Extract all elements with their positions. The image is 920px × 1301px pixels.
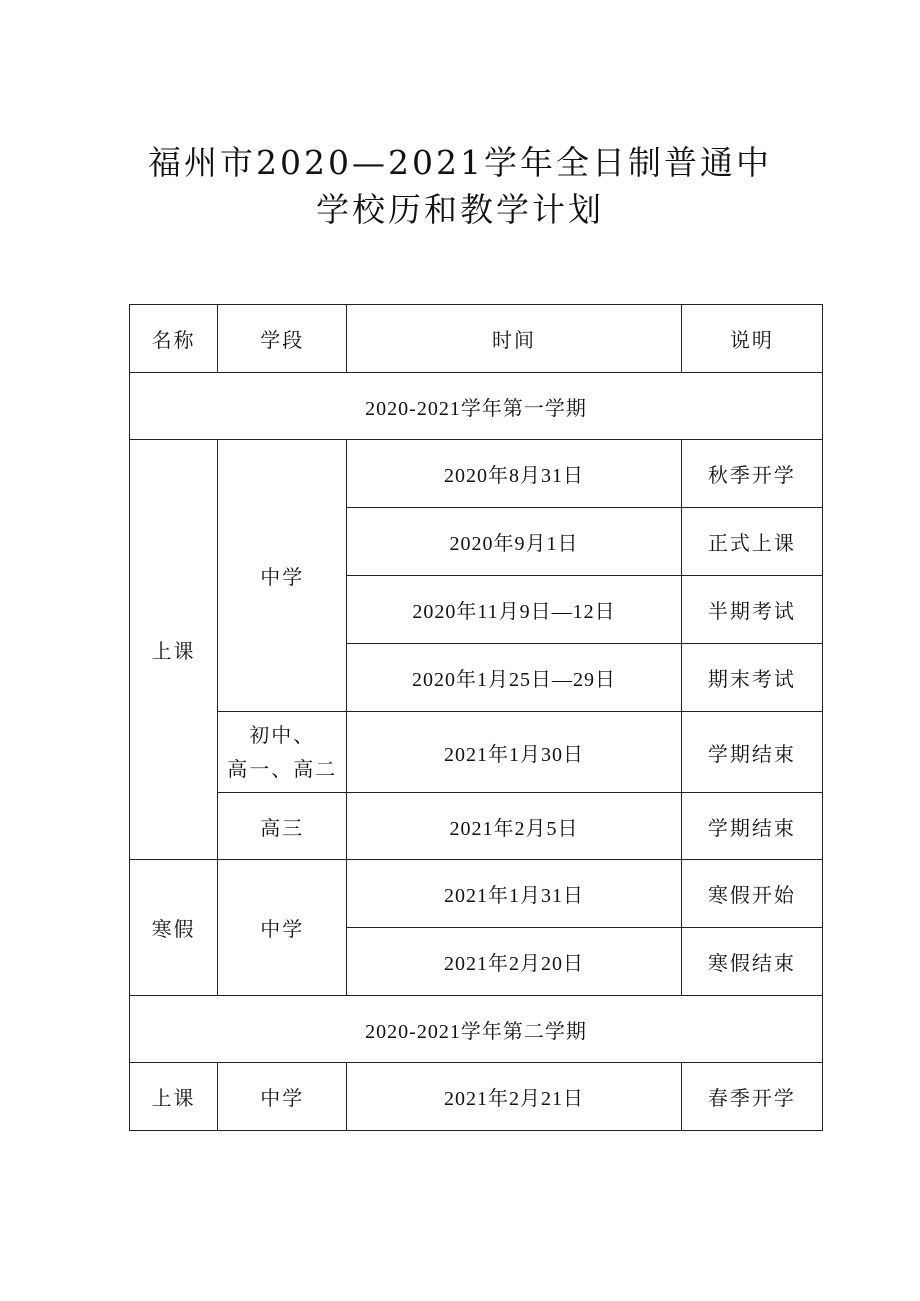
winter-name: 寒假 xyxy=(130,860,218,996)
time-cell: 2021年2月20日 xyxy=(347,928,681,996)
senior3-segment-cell: 高三 xyxy=(218,793,347,860)
time-cell: 2021年1月31日 xyxy=(347,860,681,928)
junior-segment-line-2: 高一、高二 xyxy=(227,757,338,781)
note-cell: 学期结束 xyxy=(681,712,822,793)
table-row xyxy=(130,440,823,508)
junior-segment-cell xyxy=(218,712,347,793)
winter-segment: 中学 xyxy=(218,860,347,996)
term1-section-row xyxy=(130,373,823,440)
note-cell: 春季开学 xyxy=(681,1063,822,1131)
term2-classes-name: 上课 xyxy=(130,1063,218,1131)
school-calendar-table xyxy=(129,304,823,1131)
document-title-line-2: 学校历和教学计划 xyxy=(316,190,604,229)
time-cell: 2021年2月5日 xyxy=(347,793,681,860)
table-row xyxy=(130,793,823,860)
term2-label: 2020-2021学年第二学期 xyxy=(130,996,823,1063)
note-cell: 寒假开始 xyxy=(681,860,822,928)
time-cell: 2021年2月21日 xyxy=(347,1063,681,1131)
header-note: 说明 xyxy=(681,305,822,373)
note-cell: 寒假结束 xyxy=(681,928,822,996)
term2-classes-segment: 中学 xyxy=(218,1063,347,1131)
note-cell: 秋季开学 xyxy=(681,440,822,508)
term2-section-row xyxy=(130,996,823,1063)
term1-classes-segment: 中学 xyxy=(218,440,347,712)
table-row xyxy=(130,712,823,793)
note-cell: 学期结束 xyxy=(681,793,822,860)
header-time: 时间 xyxy=(347,305,681,373)
term1-label: 2020-2021学年第一学期 xyxy=(130,373,823,440)
time-cell: 2020年11月9日—12日 xyxy=(347,576,681,644)
table-row xyxy=(130,1063,823,1131)
header-segment: 学段 xyxy=(218,305,347,373)
time-cell: 2020年1月25日—29日 xyxy=(347,644,681,712)
time-cell: 2020年9月1日 xyxy=(347,508,681,576)
term1-classes-name: 上课 xyxy=(130,440,218,860)
table-row xyxy=(130,860,823,928)
note-cell: 半期考试 xyxy=(681,576,822,644)
time-cell: 2021年1月30日 xyxy=(347,712,681,793)
time-cell: 2020年8月31日 xyxy=(347,440,681,508)
header-name: 名称 xyxy=(130,305,218,373)
note-cell: 正式上课 xyxy=(681,508,822,576)
junior-segment-line-1: 初中、 xyxy=(249,723,316,747)
table-header-row xyxy=(130,305,823,373)
document-title-line-1: 福州市2020—2021学年全日制普通中 xyxy=(148,143,772,182)
note-cell: 期末考试 xyxy=(681,644,822,712)
